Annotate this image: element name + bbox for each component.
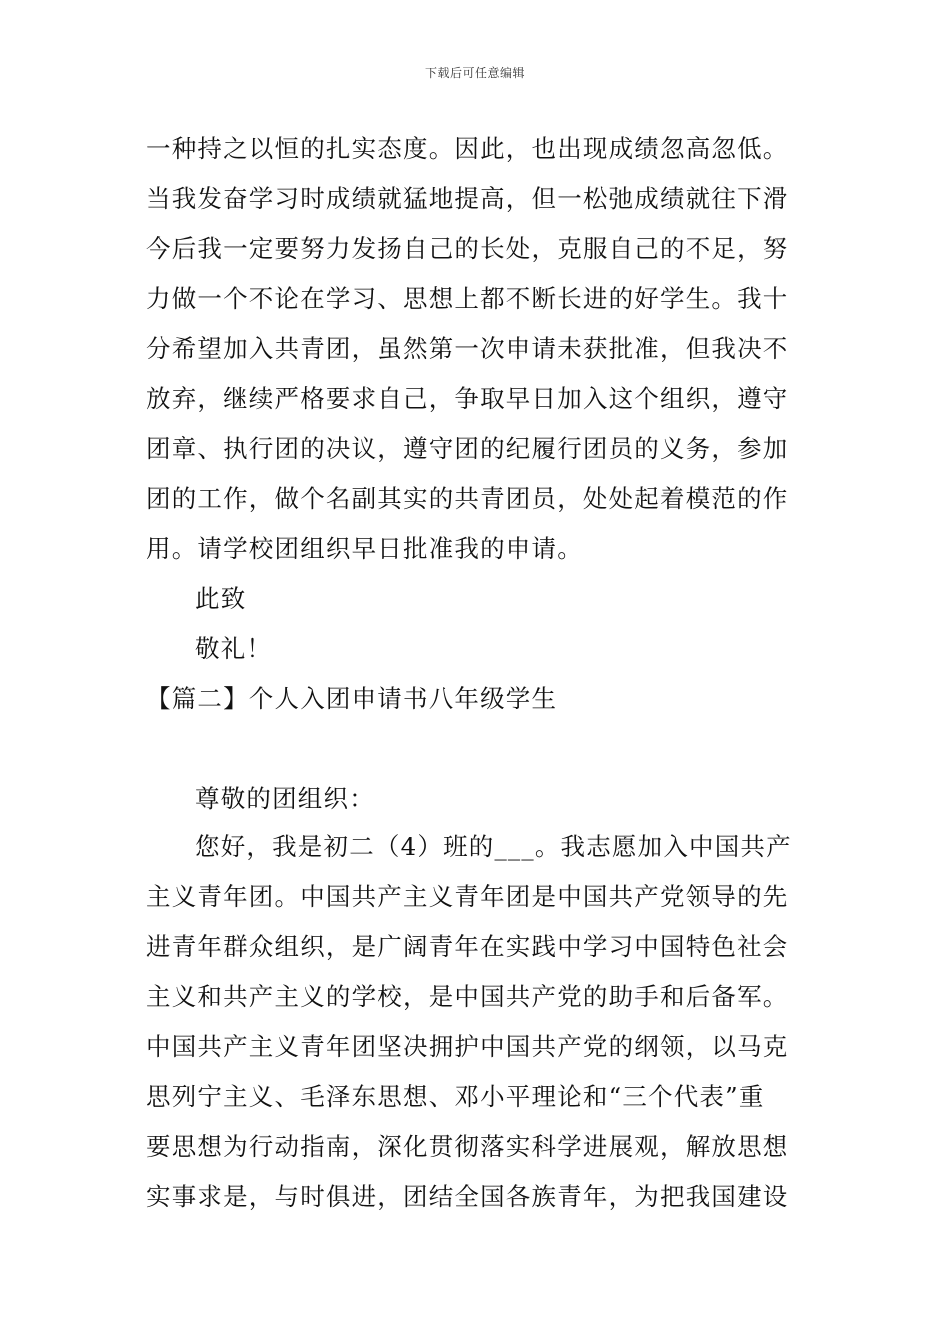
- paragraph-line: 团的工作，做个名副其实的共青团员，处处起着模范的作: [146, 484, 789, 513]
- page-header: 下载后可任意编辑: [424, 66, 525, 80]
- paragraph-line: 当我发奋学习时成绩就猛地提高，但一松弛成绩就往下滑: [146, 184, 789, 213]
- paragraph-line: 思列宁主义、毛泽东思想、邓小平理论和“三个代表”重: [146, 1082, 765, 1111]
- salutation: 尊敬的团组织：: [195, 784, 375, 813]
- paragraph-line: 中国共产主义青年团坚决拥护中国共产党的纲领，以马克: [146, 1032, 789, 1061]
- closing-cizhi: 此致: [195, 584, 247, 613]
- paragraph-line: 今后我一定要努力发扬自己的长处，克服自己的不足，努: [146, 234, 789, 263]
- paragraph-line: 主义和共产主义的学校，是中国共产党的助手和后备军。: [146, 982, 789, 1011]
- paragraph-line: 用。请学校团组织早日批准我的申请。: [146, 534, 583, 563]
- closing-jingli: 敬礼！: [195, 634, 273, 663]
- paragraph-line: 一种持之以恒的扎实态度。因此，也出现成绩忽高忽低。: [146, 134, 789, 163]
- paragraph-line: 力做一个不论在学习、思想上都不断长进的好学生。我十: [146, 284, 789, 313]
- paragraph-line: 团章、执行团的决议，遵守团的纪履行团员的义务，参加: [146, 434, 789, 463]
- paragraph-line: 要思想为行动指南，深化贯彻落实科学进展观，解放思想: [146, 1132, 789, 1161]
- paragraph-line: 您好，我是初二（4）班的___。我志愿加入中国共产: [195, 832, 792, 861]
- paragraph-line: 放弃，继续严格要求自己，争取早日加入这个组织，遵守: [146, 384, 789, 413]
- paragraph-line: 主义青年团。中国共产主义青年团是中国共产党领导的先: [146, 882, 789, 911]
- section-heading: 【篇二】个人入团申请书八年级学生: [146, 684, 558, 713]
- paragraph-line: 分希望加入共青团，虽然第一次申请未获批准，但我决不: [146, 334, 789, 363]
- paragraph-line: 进青年群众组织，是广阔青年在实践中学习中国特色社会: [146, 932, 789, 961]
- paragraph-line: 实事求是，与时俱进，团结全国各族青年，为把我国建设: [146, 1182, 789, 1211]
